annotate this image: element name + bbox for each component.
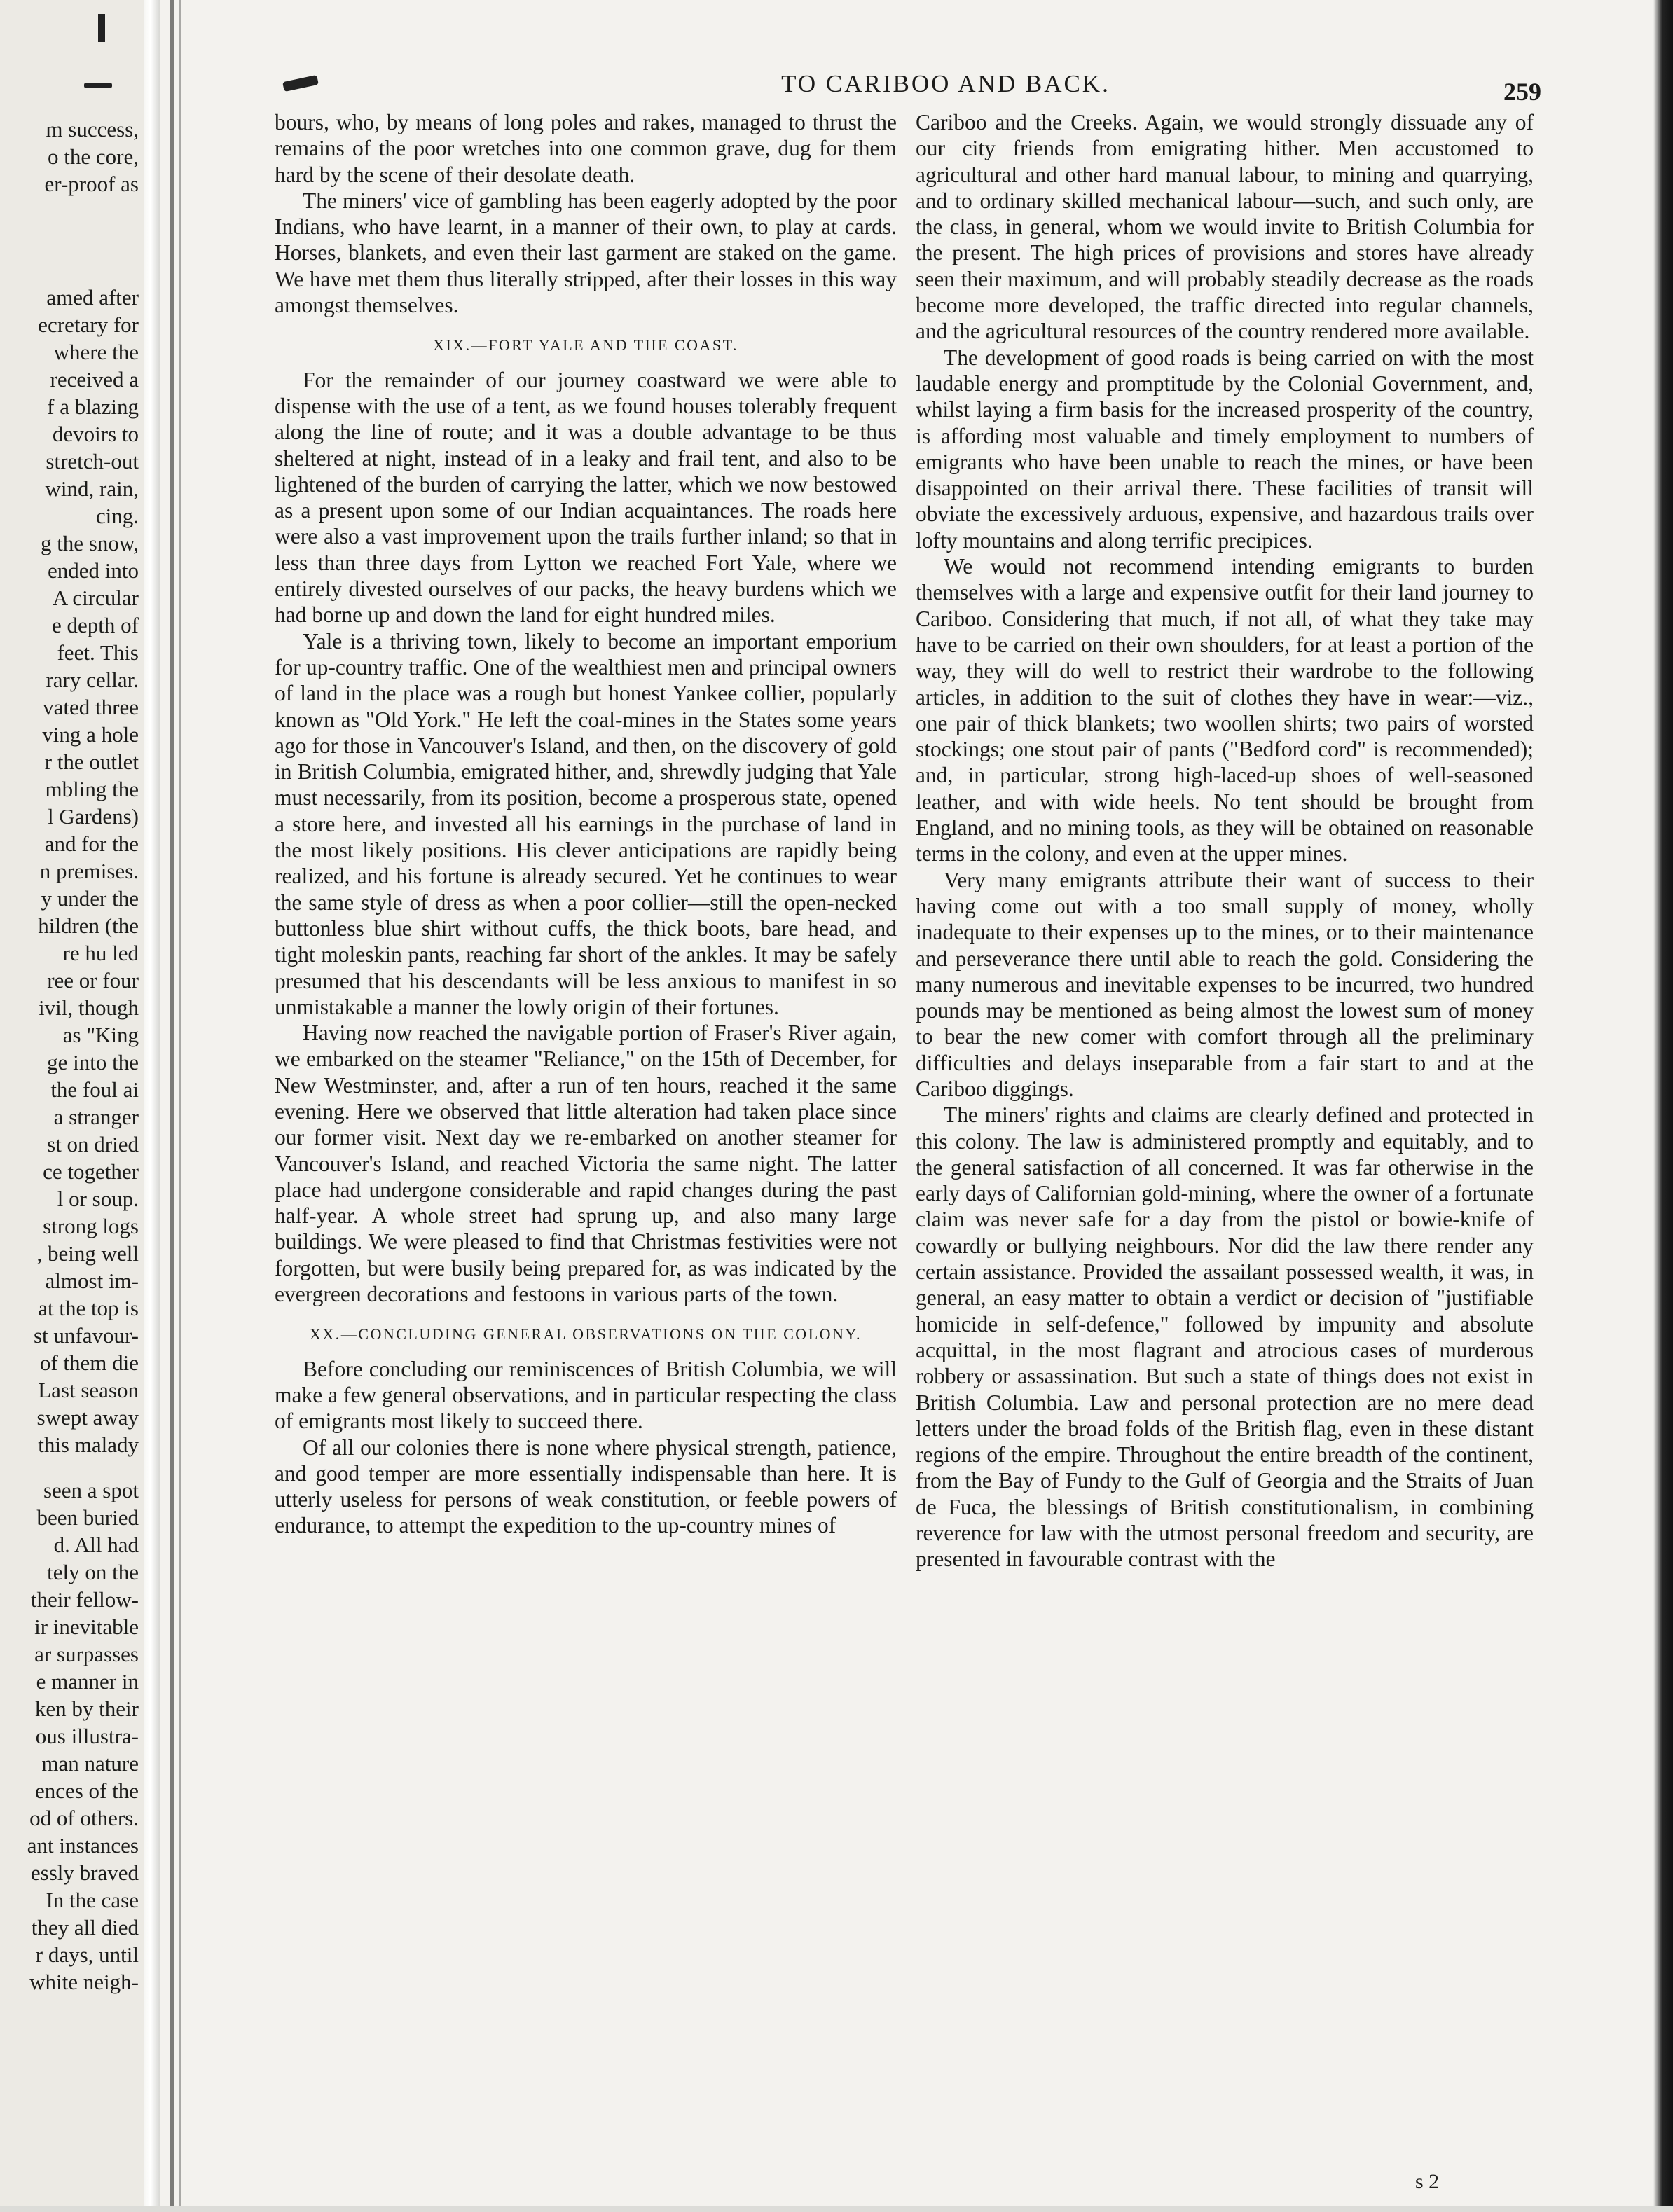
facing-page-line: they all died xyxy=(31,1915,139,1940)
paragraph: We would not recommend intending emigrants to burden themselves with a large and expensive outfit for their land journey to Cariboo. Considering that much, if not all, of what they take may have to be carried on their own shoulders, for at least a portion of the way, they will do well to restrict their wardrobe to the following articles, in addition to the suit of clothes they have in wear:—viz., one pair of thick blankets; two woollen shirts; two pairs of worsted stockings; one stout pair of pants ("Bedford cord" is recommended); and, in particular, strong high-laced-up shoes of well-seasoned leather, and with wide heels. No tent should be brought from England, and no mining tools, as they will be obtained on reasonable terms in the colony, and even at the upper mines. xyxy=(916,554,1534,866)
paragraph: Very many emigrants attribute their want of success to their having come out with a too small supply of money, wholly inadequate to their expenses up to the mines, or to their maintenance and perseverance there until able to reach the gold. Considering the many numerous and inevitable expenses to be incurred, two hundred pounds may be mentioned as being almost the lowest sum of money to bear the new comer with comfort through all the preliminary difficulties and delays inseparable from a fair start to and at the Cariboo diggings. xyxy=(916,867,1534,1101)
facing-page-text-block xyxy=(0,284,139,1458)
facing-page-line: ivil, though xyxy=(39,995,139,1020)
paragraph: The miners' rights and claims are clearly defined and protected in this colony. The law is administered promptly and equitably, and to the general satisfaction of all concerned. It was far otherwise in the early days of Californian gold-mining, where the owner of a fortunate claim was never safe for a day from the pistol or bowie-knife of cowardly or bullying neighbours. Nor did the law there render any certain assistance. Provided the assailant possessed wealth, it was, in general, an easy matter to obtain a verdict or decision of "justifiable homicide in self-defence," followed by impunity and absolute acquittal, in the most flagrant and atrocious cases of murderous robbery or assassination. But such a state of things does not exist in British Columbia. Law and personal protection are no mere dead letters under the broad folds of the British flag, even in these distant regions of the empire. Throughout the entire breadth of the continent, from the Bay of Fundy to the Gulf of Georgia and the Straits of Juan de Fuca, the blessings of British constitutionalism, in combining reverence for law with the utmost personal freedom and security, are presented in favourable contrast with the xyxy=(916,1102,1534,1572)
facing-page-line: of them die xyxy=(39,1350,139,1375)
facing-page-line: ences of the xyxy=(34,1778,139,1803)
facing-page-line: ecretary for xyxy=(38,312,139,337)
facing-page-line: ge into the xyxy=(47,1050,139,1074)
running-head: TO CARIBOO AND BACK. xyxy=(781,70,1110,97)
facing-page-line: as "King xyxy=(62,1023,139,1047)
section-heading: XX.—CONCLUDING GENERAL OBSERVATIONS ON THE COLONY. xyxy=(310,1325,862,1343)
facing-page-fragment xyxy=(0,0,153,2212)
ink-mark-spine xyxy=(98,14,105,42)
facing-page-line: In the case xyxy=(46,1888,139,1912)
facing-page-line: ous illustra- xyxy=(35,1724,139,1748)
page-bottom-edge xyxy=(0,2206,1673,2212)
paragraph: bours, who, by means of long poles and rakes, managed to thrust the remains of the poor wretches into one common grave, dug for them hard by the scene of their desolate death. xyxy=(275,110,897,187)
facing-page-line: e depth of xyxy=(52,613,139,637)
facing-page-line: cing. xyxy=(95,504,139,528)
paragraph: Before concluding our reminiscences of British Columbia, we will make a few general observations, and in particular respecting the class of emigrants most likely to succeed there. xyxy=(275,1356,897,1434)
facing-page-line: and for the xyxy=(44,831,139,856)
facing-page-line: d. All had xyxy=(53,1533,139,1557)
ink-mark-margin xyxy=(282,75,319,92)
facing-page-line: r the outlet xyxy=(44,749,139,774)
paragraph: For the remainder of our journey coastward we were able to dispense with the use of a tent, as we found houses tolerably frequent along the line of route; and it was a double advantage to be thus sheltered at night, instead of in a leaky and frail tent, and also to be lightened of the burden of carrying the latter, which we now bestowed as a present upon some of our Indian acquaintances. The roads here were also a vast improvement upon the trails further inland; so that in less than three days from Lytton we reached Fort Yale, where we entirely divested ourselves of our packs, the heavy burdens which we had borne up and down the land for eight hundred miles. xyxy=(275,367,897,628)
facing-page-line: man nature xyxy=(41,1751,139,1776)
facing-page-line: l Gardens) xyxy=(48,804,139,829)
facing-page-line: n premises. xyxy=(39,859,139,883)
facing-page-line: e manner in xyxy=(36,1669,139,1694)
facing-page-line: A circular xyxy=(52,586,139,610)
paragraph: The development of good roads is being carried on with the most laudable energy and promptitude by the Colonial Government, and, whilst laying a firm basis for the increased prosperity of the country, is affording most valuable and timely employment to numbers of emigrants who have been unable to reach the mines, or have been disappointed on their arrival there. These facilities of transit will obviate the excessively arduous, expensive, and hazardous trails over lofty mountains and along terrific precipices. xyxy=(916,345,1534,553)
paragraph: Of all our colonies there is none where physical strength, patience, and good temper are more essentially indispensable than here. It is utterly useless for persons of weak constitution, or feeble powers of endurance, to attempt the expedition to the up-country mines of xyxy=(275,1435,897,1538)
facing-page-line: g the snow, xyxy=(40,531,139,555)
facing-page-line: hildren (the xyxy=(38,913,139,938)
facing-page-line: seen a spot xyxy=(43,1478,139,1502)
facing-page-line: ken by their xyxy=(34,1696,139,1721)
ink-mark xyxy=(84,83,112,88)
facing-page-line: ce together xyxy=(43,1159,139,1184)
book-spine-gutter xyxy=(144,0,160,2212)
facing-page-text-block xyxy=(0,116,139,198)
facing-page-line: stretch-out xyxy=(46,449,139,473)
facing-page-line: st unfavour- xyxy=(33,1323,139,1348)
facing-page-line: swept away xyxy=(36,1405,139,1430)
paragraph: Cariboo and the Creeks. Again, we would strongly dissuade any of our city friends from emigrating hither. Men accustomed to agricultural and other hard manual labour, to mining and quarrying, and to ordinary skilled mechanical labour—such, and such only, are the class, in general, whom we would invite to British Columbia for the present. The high prices of provisions and stores have already seen their maximum, and will probably steadily decrease as the roads become more developed, the traffic directed into regular channels, and the agricultural resources of the country rendered more available. xyxy=(916,110,1534,344)
facing-page-line: at the top is xyxy=(38,1296,139,1320)
facing-page-line: m success, xyxy=(46,117,139,141)
facing-page-line: a stranger xyxy=(53,1105,139,1129)
facing-page-line: ant instances xyxy=(27,1833,139,1858)
section-heading: XIX.—FORT YALE AND THE COAST. xyxy=(433,336,738,354)
facing-page-line: ended into xyxy=(48,558,139,583)
facing-page-line: l or soup. xyxy=(57,1187,139,1211)
facing-page-line: amed after xyxy=(46,285,139,310)
facing-page-line: mbling the xyxy=(45,777,139,801)
facing-page-line: almost im- xyxy=(45,1269,139,1293)
facing-page-line: ar surpasses xyxy=(34,1642,139,1666)
signature-mark: s 2 xyxy=(1415,2170,1440,2193)
facing-page-line: strong logs xyxy=(43,1214,139,1238)
facing-page-line: od of others. xyxy=(29,1806,139,1830)
facing-page-line: feet. This xyxy=(57,640,139,665)
facing-page-line: rary cellar. xyxy=(46,668,139,692)
facing-page-text-block xyxy=(0,1477,139,1996)
facing-page-line: devoirs to xyxy=(52,422,139,446)
facing-page-line: where the xyxy=(53,340,139,364)
facing-page-line: r days, until xyxy=(35,1942,139,1967)
paragraph: Having now reached the navigable portion of Fraser's River again, we embarked on the steamer "Reliance," on the 15th of December, for New Westminster, and, after a run of ten hours, reached it the same evening. Here we observed that little alteration had taken place since our former visit. Next day we re-embarked on another steamer for Vancouver's Island, and reached Victoria the same night. The latter place had undergone considerable and rapid changes during the past half-year. A whole street had sprung up, and also many large buildings. We were pleased to find that Christmas festivities were not forgotten, but were busily being prepared for, as was indicated by the evergreen decorations and festoons in various parts of the town. xyxy=(275,1021,897,1307)
gutter-shadow xyxy=(170,0,174,2212)
facing-page-line: their fellow- xyxy=(30,1587,139,1612)
left-column xyxy=(275,109,897,1539)
facing-page-line: , being well xyxy=(36,1241,139,1266)
paragraph: The miners' vice of gambling has been eagerly adopted by the poor Indians, who have learnt, in a manner of their own, to play at cards. Horses, blankets, and even their last garment are staked on the game. We have met them thus literally stripped, after their losses in this way amongst themselves. xyxy=(275,188,897,318)
facing-page-line: er-proof as xyxy=(44,172,139,196)
gutter-shadow-secondary xyxy=(179,0,181,2212)
facing-page-line: ir inevitable xyxy=(34,1615,139,1639)
facing-page-line: o the core, xyxy=(48,144,139,169)
facing-page-line: y under the xyxy=(41,886,139,911)
facing-page-line: ving a hole xyxy=(42,722,139,747)
page-number: 259 xyxy=(1503,78,1541,106)
right-column xyxy=(916,109,1534,1572)
facing-page-line: ree or four xyxy=(47,968,139,993)
facing-page-line: tely on the xyxy=(47,1560,139,1584)
facing-page-line: essly braved xyxy=(30,1860,139,1885)
facing-page-line: the foul ai xyxy=(50,1077,139,1102)
page-edge-shadow xyxy=(1653,0,1673,2212)
facing-page-line: been buried xyxy=(36,1505,139,1530)
facing-page-line: wind, rain, xyxy=(45,476,139,501)
facing-page-line: white neigh- xyxy=(29,1970,139,1994)
facing-page-line: this malady xyxy=(38,1432,139,1457)
facing-page-line: vated three xyxy=(43,695,139,719)
paragraph: Yale is a thriving town, likely to become an important emporium for up-country traffic. One of the wealthiest men and principal owners of land in the place was a rough but honest Yankee collier, popularly known as "Old York." He left the coal-mines in the States some years ago for those in Vancouver's Island, and then, on the discovery of gold in British Columbia, emigrated hither, and, shrewdly judging that Yale must necessarily, from its position, become a prosperous state, opened a store here, and invested all his earnings in the purchase of land in the most likely positions. His clever anticipations are rapidly being realized, and his fortune is already secured. Yet he continues to wear the same style of dress as when a poor collier—still the open-necked buttonless blue shirt without cuffs, the thick boots, bare head, and tight moleskin pants, reaching far short of the ankles. It may be safely presumed that his descendants will be less anxious to manifest in so unmistakable a manner the lowly origin of their fortunes. xyxy=(275,628,897,1019)
facing-page-line: received a xyxy=(50,367,139,392)
facing-page-line: re hu led xyxy=(62,941,139,965)
facing-page-line: st on dried xyxy=(47,1132,139,1156)
facing-page-line: f a blazing xyxy=(47,394,139,419)
facing-page-line: Last season xyxy=(38,1378,139,1402)
